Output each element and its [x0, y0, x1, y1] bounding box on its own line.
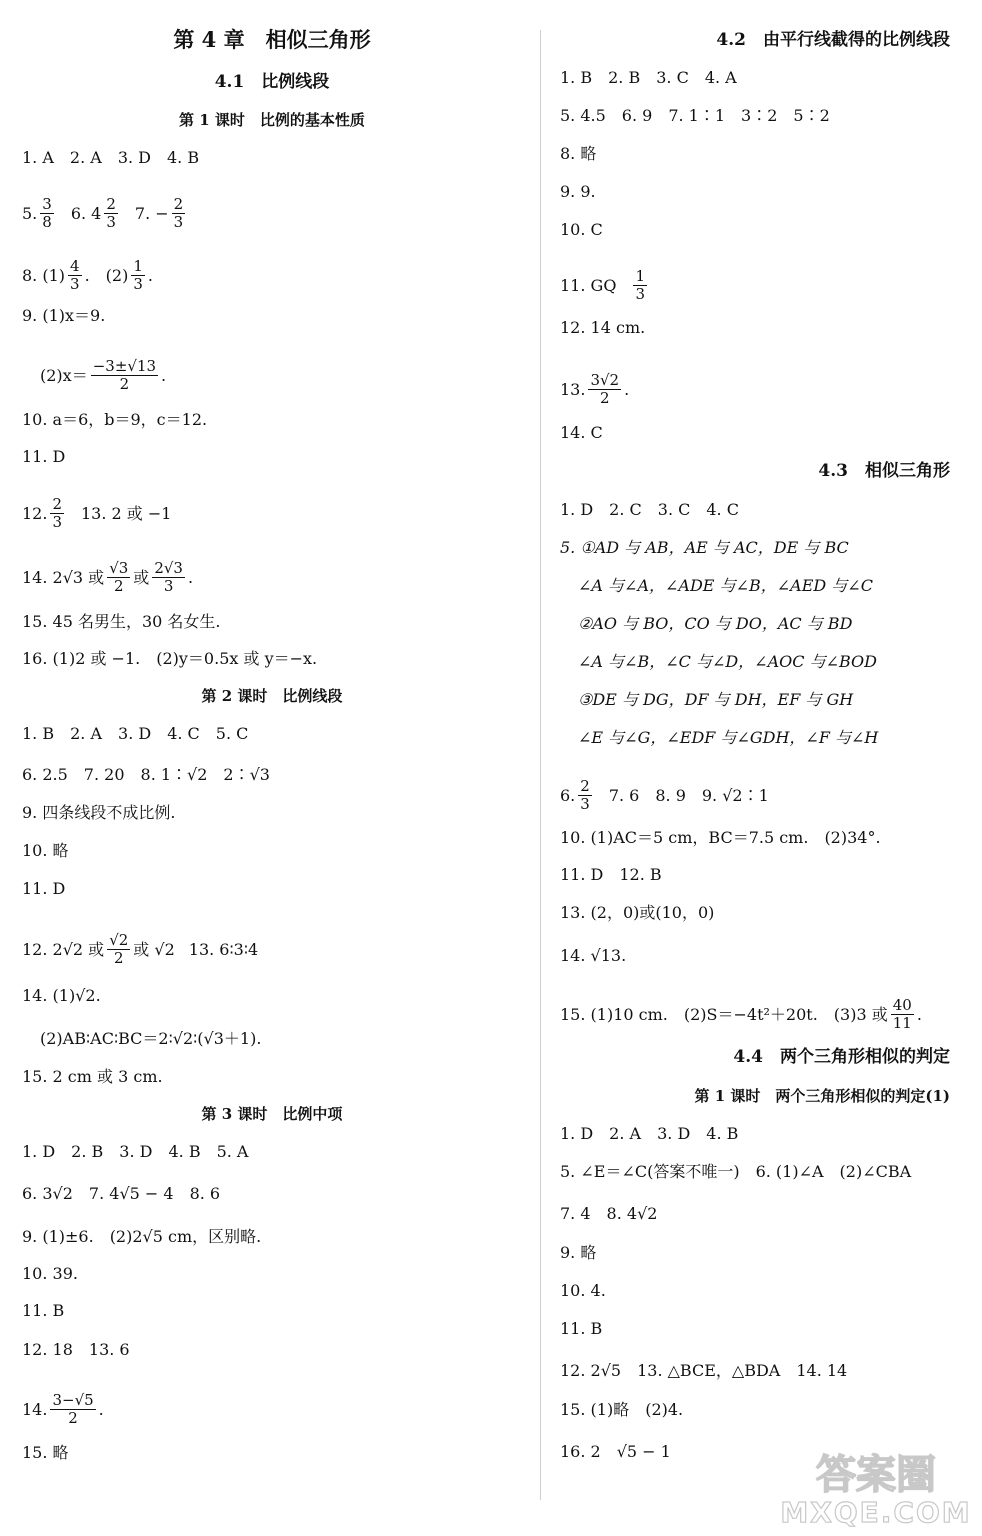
- watermark-logo: [776, 1440, 976, 1530]
- answer-line: 11. D: [22, 447, 66, 466]
- fraction: $\frac{2}{3}$: [173, 195, 184, 231]
- answer-line: 1. D 2. B 3. D 4. B 5. A: [22, 1142, 249, 1161]
- answer-line: 13. $\frac{3√2}{2}$ .: [560, 371, 630, 407]
- answer-line: (2)x＝ $\frac{-3\pm√13}{2}$ .: [40, 357, 167, 393]
- answer-line: 1. D 2. A 3. D 4. B: [560, 1124, 739, 1143]
- answer-line: 12. 14 cm.: [560, 318, 646, 337]
- answer-line: 11. D 12. B: [560, 865, 662, 884]
- right-column: [560, 0, 970, 1536]
- left-column: [22, 0, 522, 1536]
- answer-line: 5. 4.5 6. 9 7. 1∶1 3∶2 5∶2: [560, 106, 830, 125]
- answer-line: 5. ①AD 与 AB，AE 与 AC，DE 与 BC: [560, 538, 849, 557]
- answer-line: 12. $\frac{2}{3}$ 13. 2 或 −1: [22, 495, 172, 531]
- answer-line: 9. 略: [560, 1243, 597, 1262]
- column-divider: [540, 30, 541, 1500]
- answer-line: ②AO 与 BO，CO 与 DO，AC 与 BD: [578, 614, 853, 633]
- answer-line: 10. 略: [22, 841, 69, 860]
- answer-line: 12. 2√2 或 $\frac{√2}{2}$ 或 √2 13. 6∶3∶4: [22, 931, 259, 967]
- answer-line: 14. √13.: [560, 946, 627, 965]
- watermark-text: 答案圈: [816, 1452, 936, 1498]
- answer-line: 11. B: [560, 1319, 603, 1338]
- answer-line: 13. (2，0)或(10，0): [560, 903, 715, 922]
- section-4-1-title: 4.1 比例线段: [214, 72, 330, 92]
- answer-line: (2)AB∶AC∶BC＝2∶√2∶(√3＋1).: [40, 1029, 262, 1048]
- chapter-title: 第 4 章 相似三角形: [173, 27, 371, 52]
- fraction: $\frac{3√2}{2}$: [590, 371, 620, 407]
- answer-line: 11. GQ $\frac{1}{3}$: [560, 267, 645, 303]
- lesson-1-title-4-4: 第 1 课时 两个三角形相似的判定(1): [694, 1087, 950, 1105]
- answer-line: 14. C: [560, 423, 603, 442]
- fraction: $\frac{1}{3}$: [133, 257, 143, 293]
- answer-line: 8. (1) $\frac{4}{3}$ . (2) $\frac{1}{3}$ .: [22, 257, 153, 293]
- answer-line: 9. 四条线段不成比例.: [22, 803, 176, 822]
- answer-line: 11. D: [22, 879, 66, 898]
- answer-line: 12. 2√5 13. △BCE，△BDA 14. 14: [560, 1361, 848, 1380]
- answer-line: 1. A 2. A 3. D 4. B: [22, 148, 200, 167]
- answer-line: 9. 9.: [560, 182, 596, 201]
- answer-line: 14. 2√3 或 $\frac{√3}{2}$ 或 $\frac{2√3}{3}$ .: [22, 559, 194, 595]
- answer-line: 10. (1)AC＝5 cm，BC＝7.5 cm. (2)34°.: [560, 828, 881, 847]
- answer-line: 15. 略: [22, 1443, 69, 1462]
- section-4-2-title: 4.2 由平行线截得的比例线段: [716, 30, 950, 50]
- answer-line: 10. 39.: [22, 1264, 78, 1283]
- fraction: $\frac{3-√5}{2}$: [52, 1391, 94, 1427]
- answer-line: 7. 4 8. 4√2: [560, 1204, 658, 1223]
- fraction: $\frac{√3}{2}$: [109, 559, 129, 595]
- fraction: $\frac{40}{11}$: [892, 996, 912, 1032]
- answer-line: 15. 2 cm 或 3 cm.: [22, 1067, 163, 1086]
- answer-line: 6. $\frac{2}{3}$ 7. 6 8. 9 9. √2∶1: [560, 777, 769, 813]
- fraction: $\frac{2√3}{3}$: [154, 559, 183, 595]
- fraction: $\frac{2}{3}$: [580, 777, 590, 813]
- answer-line: 6. 2.5 7. 20 8. 1∶√2 2∶√3: [22, 765, 270, 784]
- answer-line: 16. 2 √5 − 1: [560, 1442, 671, 1461]
- fraction: $\frac{1}{3}$: [635, 267, 645, 303]
- section-4-3-title: 4.3 相似三角形: [818, 461, 950, 481]
- lesson-3-title: 第 3 课时 比例中项: [201, 1105, 343, 1123]
- answer-line: 15. (1)10 cm. (2)S＝−4t²＋20t. (3)3 或 $\frac{40}{11}$ .: [560, 996, 922, 1032]
- answer-line: ∠E 与∠G，∠EDF 与∠GDH，∠F 与∠H: [578, 728, 879, 747]
- answer-line: 11. B: [22, 1301, 65, 1320]
- fraction: $\frac{4}{3}$: [70, 257, 80, 293]
- fraction: $\frac{3}{8}$: [42, 195, 52, 231]
- answer-line: ③DE 与 DG，DF 与 DH，EF 与 GH: [578, 690, 854, 709]
- answer-line: 15. 45 名男生，30 名女生.: [22, 612, 221, 631]
- lesson-1-title: 第 1 课时 比例的基本性质: [179, 111, 365, 129]
- fraction: $\frac{-3\pm√13}{2}$: [92, 357, 157, 393]
- answer-line: 12. 18 13. 6: [22, 1340, 130, 1359]
- answer-line: 14. (1)√2.: [22, 986, 101, 1005]
- answer-line: 10. a＝6，b＝9，c＝12.: [22, 410, 208, 429]
- fraction: $\frac{√2}{2}$: [109, 931, 129, 967]
- section-4-4-title: 4.4 两个三角形相似的判定: [733, 1047, 950, 1067]
- answer-line: 1. B 2. A 3. D 4. C 5. C: [22, 724, 249, 743]
- answer-line: 1. B 2. B 3. C 4. A: [560, 68, 737, 87]
- answer-line: 10. 4.: [560, 1281, 606, 1300]
- answer-line: 10. C: [560, 220, 603, 239]
- fraction: $\frac{2}{3}$: [52, 495, 62, 531]
- answer-line: 15. (1)略 (2)4.: [560, 1400, 684, 1419]
- watermark-url: MXQE.COM: [780, 1496, 972, 1529]
- answer-line: 5. $\frac{3}{8}$ 6. 4 $\frac{2}{3}$ 7. − $\frac{2}{3}$: [22, 195, 184, 231]
- answer-line: 5. ∠E＝∠C(答案不唯一) 6. (1)∠A (2)∠CBA: [560, 1162, 912, 1181]
- answer-line: 6. 3√2 7. 4√5 − 4 8. 6: [22, 1184, 221, 1203]
- answer-line: 9. (1)x＝9.: [22, 306, 106, 325]
- fraction: $\frac{2}{3}$: [106, 195, 116, 231]
- answer-line: 1. D 2. C 3. C 4. C: [560, 500, 739, 519]
- answer-line: ∠A 与∠B，∠C 与∠D，∠AOC 与∠BOD: [578, 652, 877, 671]
- answer-line: 14. $\frac{3-√5}{2}$ .: [22, 1391, 104, 1427]
- answer-line: 8. 略: [560, 144, 597, 163]
- answer-line: 9. (1)±6. (2)2√5 cm，区别略.: [22, 1227, 262, 1246]
- answer-line: 16. (1)2 或 −1. (2)y＝0.5x 或 y＝−x.: [22, 649, 318, 668]
- lesson-2-title: 第 2 课时 比例线段: [201, 687, 343, 705]
- answer-line: ∠A 与∠A，∠ADE 与∠B，∠AED 与∠C: [578, 576, 873, 595]
